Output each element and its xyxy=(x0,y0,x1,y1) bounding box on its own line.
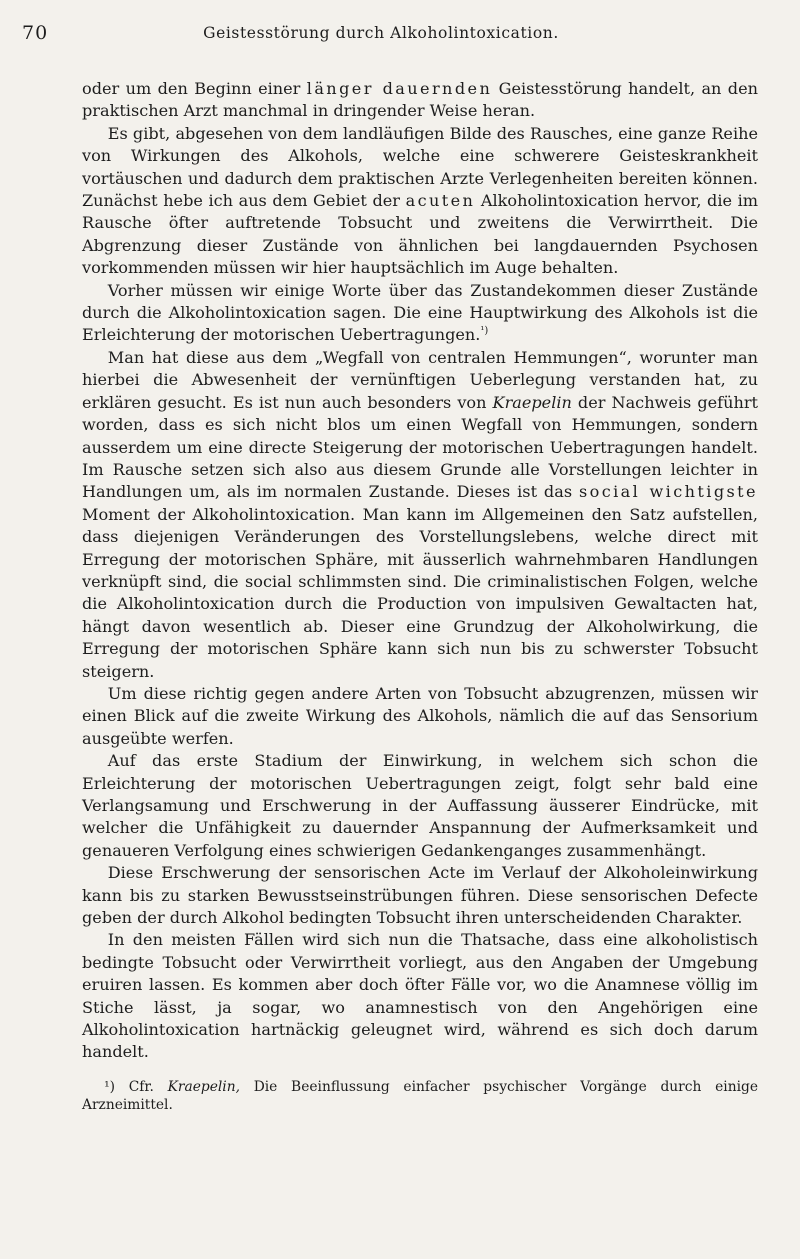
page-number: 70 xyxy=(22,22,49,44)
text-run: Vorher müssen wir einige Worte über das Zustandekommen dieser Zustände durch die Alkoholintoxication sagen. Die eine Hauptwirkung des Alkohols ist die Erleichterung der motorischen Uebertragungen. xyxy=(82,280,758,345)
text-run: der Nachweis geführt worden, dass es sich nicht blos um einen Wegfall von Hemmungen, sondern ausserdem um eine directe Steigerung der motorischen Uebertragungen handelt. Im Rausche setzen sich also aus diesem Grunde alle Vorstellungen leichter in Handlungen um, als im normalen Zustande. Dieses ist das xyxy=(82,392,758,502)
author-name: Kraepelin xyxy=(492,392,572,412)
text-run: Geistesstörung handelt, an den praktischen Arzt manchmal in dringender Weise heran. xyxy=(82,79,758,121)
footnote xyxy=(82,1078,758,1115)
text-run: Man hat diese aus dem „Wegfall von centralen Hemmungen“, worunter man hierbei die Abwesenheit der vernünftigen Ueberlegung verstanden hat, zu erklären gesucht. Es ist nun auch besonders von xyxy=(82,347,758,412)
text-run: Es gibt, abgesehen von dem landläufigen Bilde des Rausches, eine ganze Reihe von Wirkungen des Alkohols, welche eine schwerere Geisteskrankheit vortäuschen und dadurch dem praktischen Arzte Verlegenheiten bereiten können. Zunächst hebe ich aus dem Gebiet der xyxy=(82,123,758,211)
paragraph-2 xyxy=(82,123,758,280)
footnote-reference: ¹) xyxy=(480,326,489,338)
spaced-emphasis: länger dauernden xyxy=(306,79,493,98)
text-run: Diese Erschwerung der sensorischen Acte im Verlauf der Alkoholeinwirkung kann bis zu starken Bewusstseinstrübungen führen. Diese sensorischen Defecte geben der durch Alkohol bedingten Tobsucht ihren unterscheidenden Charakter. xyxy=(82,863,758,928)
paragraph-6 xyxy=(82,750,758,862)
text-run: Alkoholintoxication hervor, die im Rausche öfter auftretende Tobsucht und zweitens die Verwirrtheit. Die Abgrenzung dieser Zustände von ähnlichen bei langdauernden Psychosen vorkommenden müssen wir hier hauptsächlich im Auge behalten. xyxy=(82,191,759,278)
footnote-text: Die Beeinflussung einfacher psychischer Vorgänge durch einige Arzneimittel. xyxy=(82,1078,758,1114)
body-text xyxy=(82,78,758,1115)
paragraph-7 xyxy=(82,862,758,929)
paragraph-1 xyxy=(82,78,758,123)
paragraph-4 xyxy=(82,347,758,683)
footnote-author: Kraepelin, xyxy=(167,1078,240,1095)
text-run: Moment der Alkoholintoxication. Man kann im Allgemeinen den Satz aufstellen, dass diejenigen Veränderungen des Vorstellungslebens, welche direct mit Erregung der motorischen Sphäre, mit äusserlich wahrnehmbaren Handlungen verknüpft sind, die social schlimmsten sind. Die criminalistischen Folgen, welche die Alkoholintoxication durch die Production von impulsiven Gewaltacten hat, hängt davon wesentlich ab. Dieser eine Grundzug der Alkoholwirkung, die Erregung der motorischen Sphäre kann sich nun bis zu schwerster Tobsucht steigern. xyxy=(82,504,758,681)
text-run: Auf das erste Stadium der Einwirkung, in welchem sich schon die Erleichterung der motorischen Uebertragungen zeigt, folgt sehr bald eine Verlangsamung und Erschwerung in der Auffassung äusserer Eindrücke, mit welcher die Unfähigkeit zu dauernder Anspannung der Aufmerksamkeit und genaueren Verfolgung eines schwierigen Gedankenganges zusammenhängt. xyxy=(82,751,758,860)
running-title: Geistesstörung durch Alkoholintoxication. xyxy=(203,24,559,42)
text-run: In den meisten Fällen wird sich nun die Thatsache, dass eine alkoholistisch bedingte Tobsucht oder Verwirrtheit vorliegt, aus den Angaben der Umgebung eruiren lassen. Es kommen aber doch öfter Fälle vor, wo die Anamnese völlig im Stiche lässt, ja sogar, wo anamnestisch von den Angehörigen eine Alkoholintoxication hartnäckig geleugnet wird, während es sich doch darum handelt. xyxy=(82,930,758,1062)
paragraph-8 xyxy=(82,929,758,1063)
text-run: Um diese richtig gegen andere Arten von Tobsucht abzugrenzen, müssen wir einen Blick auf die zweite Wirkung des Alkohols, nämlich die auf das Sensorium ausgeübte werfen. xyxy=(82,683,758,748)
page-header xyxy=(22,22,740,52)
paragraph-3 xyxy=(82,280,758,347)
spaced-emphasis: acuten xyxy=(405,191,476,211)
spaced-emphasis: social wichtigste xyxy=(578,482,758,502)
text-run: oder um den Beginn einer xyxy=(82,79,307,98)
paragraph-5 xyxy=(82,683,758,750)
footnote-marker: ¹) Cfr. xyxy=(104,1078,168,1095)
